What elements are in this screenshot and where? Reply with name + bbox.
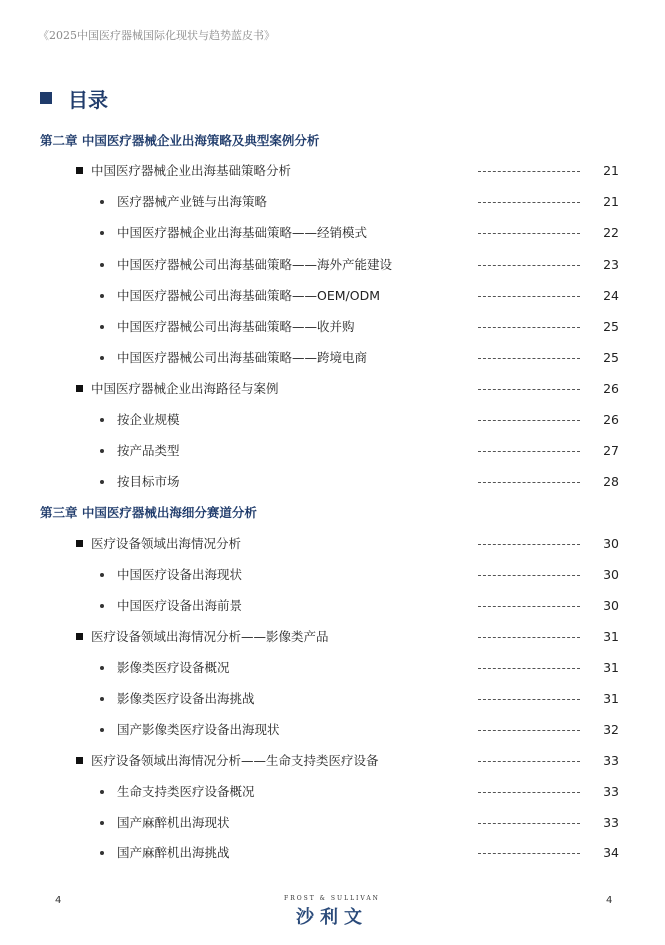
- toc-entry-page: 25: [603, 319, 619, 334]
- toc-entry-page: 33: [603, 753, 619, 768]
- toc-entry-label: 中国医疗器械公司出海基础策略——跨境电商: [117, 350, 368, 365]
- toc-entry-label: 医疗设备领域出海情况分析——影像类产品: [91, 629, 329, 644]
- frost-sullivan-logo: [282, 895, 382, 929]
- toc-entry-label: 国产影像类医疗设备出海现状: [117, 722, 280, 737]
- dot-bullet-icon: [100, 325, 104, 329]
- dot-leader: [478, 823, 580, 824]
- toc-title: 目录: [68, 87, 108, 112]
- dot-bullet-icon: [100, 480, 104, 484]
- toc-entry-page: 31: [603, 629, 619, 644]
- dot-leader: [478, 233, 580, 234]
- toc-entry-page: 23: [603, 257, 619, 272]
- dot-leader: [478, 792, 580, 793]
- toc-entry[interactable]: [0, 192, 665, 212]
- dot-leader: [478, 575, 580, 576]
- toc-entry[interactable]: [0, 565, 665, 585]
- dot-leader: [478, 544, 580, 545]
- toc-entry-label: 中国医疗器械企业出海基础策略——经销模式: [117, 225, 368, 240]
- toc-entry[interactable]: [0, 689, 665, 709]
- toc-entry-label: 国产麻醉机出海现状: [117, 815, 230, 830]
- dot-leader: [478, 451, 580, 452]
- chapter-heading[interactable]: 第二章 中国医疗器械企业出海策略及典型案例分析: [40, 133, 320, 148]
- dot-leader: [478, 637, 580, 638]
- dot-bullet-icon: [100, 604, 104, 608]
- toc-entry[interactable]: [0, 255, 665, 275]
- toc-entry-page: 31: [603, 660, 619, 675]
- dot-bullet-icon: [100, 449, 104, 453]
- dot-bullet-icon: [100, 728, 104, 732]
- toc-entry-page: 31: [603, 691, 619, 706]
- toc-entry-page: 30: [603, 567, 619, 582]
- dot-leader: [478, 265, 580, 266]
- toc-entry-label: 中国医疗器械公司出海基础策略——海外产能建设: [117, 257, 393, 272]
- chapter-heading[interactable]: 第三章 中国医疗器械出海细分赛道分析: [40, 505, 257, 520]
- square-bullet-icon: [76, 757, 83, 764]
- toc-entry[interactable]: [0, 379, 665, 399]
- dot-bullet-icon: [100, 418, 104, 422]
- toc-entry-page: 26: [603, 381, 619, 396]
- toc-entry-label: 生命支持类医疗设备概况: [117, 784, 255, 799]
- toc-entry[interactable]: [0, 658, 665, 678]
- dot-leader: [478, 699, 580, 700]
- dot-leader: [478, 730, 580, 731]
- toc-heading: [40, 84, 108, 112]
- toc-entry[interactable]: [0, 627, 665, 647]
- toc-entry[interactable]: [0, 317, 665, 337]
- dot-bullet-icon: [100, 666, 104, 670]
- toc-entry-label: 中国医疗器械公司出海基础策略——收并购: [117, 319, 355, 334]
- square-bullet-icon: [76, 633, 83, 640]
- toc-entry-label: 中国医疗设备出海前景: [117, 598, 243, 613]
- dot-bullet-icon: [100, 263, 104, 267]
- square-bullet-icon: [76, 540, 83, 547]
- dot-bullet-icon: [100, 200, 104, 204]
- toc-entry-label: 中国医疗器械企业出海路径与案例: [91, 381, 279, 396]
- toc-entry-page: 32: [603, 722, 619, 737]
- toc-entry[interactable]: [0, 813, 665, 833]
- toc-entry-label: 中国医疗器械公司出海基础策略——OEM/ODM: [117, 288, 380, 303]
- toc-entry-page: 21: [603, 194, 619, 209]
- dot-bullet-icon: [100, 697, 104, 701]
- dot-leader: [478, 606, 580, 607]
- dot-leader: [478, 420, 580, 421]
- dot-bullet-icon: [100, 790, 104, 794]
- toc-entry-label: 医疗器械产业链与出海策略: [117, 194, 268, 209]
- toc-entry-page: 25: [603, 350, 619, 365]
- toc-entry-label: 按目标市场: [117, 474, 180, 489]
- toc-entry[interactable]: [0, 720, 665, 740]
- toc-entry[interactable]: [0, 223, 665, 243]
- square-bullet-icon: [76, 385, 83, 392]
- dot-bullet-icon: [100, 573, 104, 577]
- dot-leader: [478, 171, 580, 172]
- dot-leader: [478, 668, 580, 669]
- logo-english-text: FROST & SULLIVAN: [284, 895, 380, 902]
- dot-bullet-icon: [100, 821, 104, 825]
- toc-entry[interactable]: [0, 843, 665, 863]
- dot-leader: [478, 358, 580, 359]
- toc-entry-page: 33: [603, 784, 619, 799]
- dot-leader: [478, 327, 580, 328]
- toc-entry-page: 22: [603, 225, 619, 240]
- toc-entry-page: 30: [603, 598, 619, 613]
- toc-entry-label: 影像类医疗设备概况: [117, 660, 230, 675]
- toc-entry-page: 27: [603, 443, 619, 458]
- toc-entry-label: 按产品类型: [117, 443, 180, 458]
- toc-entry[interactable]: [0, 441, 665, 461]
- toc-entry-label: 国产麻醉机出海挑战: [117, 845, 230, 860]
- footer-page-number-left: 4: [55, 895, 62, 906]
- dot-leader: [478, 761, 580, 762]
- toc-entry[interactable]: [0, 596, 665, 616]
- toc-entry-page: 34: [603, 845, 619, 860]
- toc-entry[interactable]: [0, 472, 665, 492]
- dot-bullet-icon: [100, 294, 104, 298]
- dot-bullet-icon: [100, 851, 104, 855]
- toc-entry-label: 影像类医疗设备出海挑战: [117, 691, 255, 706]
- square-bullet-icon: [76, 167, 83, 174]
- dot-leader: [478, 202, 580, 203]
- toc-entry-label: 中国医疗设备出海现状: [117, 567, 243, 582]
- toc-entry[interactable]: [0, 161, 665, 181]
- toc-entry[interactable]: [0, 410, 665, 430]
- toc-entry[interactable]: [0, 782, 665, 802]
- toc-entry-page: 28: [603, 474, 619, 489]
- toc-entry-page: 33: [603, 815, 619, 830]
- toc-entry-page: 30: [603, 536, 619, 551]
- toc-entry-label: 中国医疗器械企业出海基础策略分析: [91, 163, 292, 178]
- logo-chinese-text: 沙利文: [296, 907, 368, 928]
- toc-entry-label: 医疗设备领域出海情况分析——生命支持类医疗设备: [91, 753, 379, 768]
- square-bullet-icon: [40, 92, 52, 104]
- document-header: 《2025中国医疗器械国际化现状与趋势蓝皮书》: [38, 29, 275, 42]
- dot-leader: [478, 853, 580, 854]
- toc-entry-page: 26: [603, 412, 619, 427]
- dot-leader: [478, 482, 580, 483]
- footer-page-number-right: 4: [606, 895, 613, 906]
- toc-entry[interactable]: [0, 751, 665, 771]
- toc-entry-page: 21: [603, 163, 619, 178]
- toc-entry-label: 医疗设备领域出海情况分析: [91, 536, 242, 551]
- toc-entry[interactable]: [0, 286, 665, 306]
- toc-entry[interactable]: [0, 534, 665, 554]
- dot-leader: [478, 389, 580, 390]
- toc-entry-page: 24: [603, 288, 619, 303]
- dot-leader: [478, 296, 580, 297]
- toc-entry[interactable]: [0, 348, 665, 368]
- dot-bullet-icon: [100, 231, 104, 235]
- toc-entry-label: 按企业规模: [117, 412, 180, 427]
- dot-bullet-icon: [100, 356, 104, 360]
